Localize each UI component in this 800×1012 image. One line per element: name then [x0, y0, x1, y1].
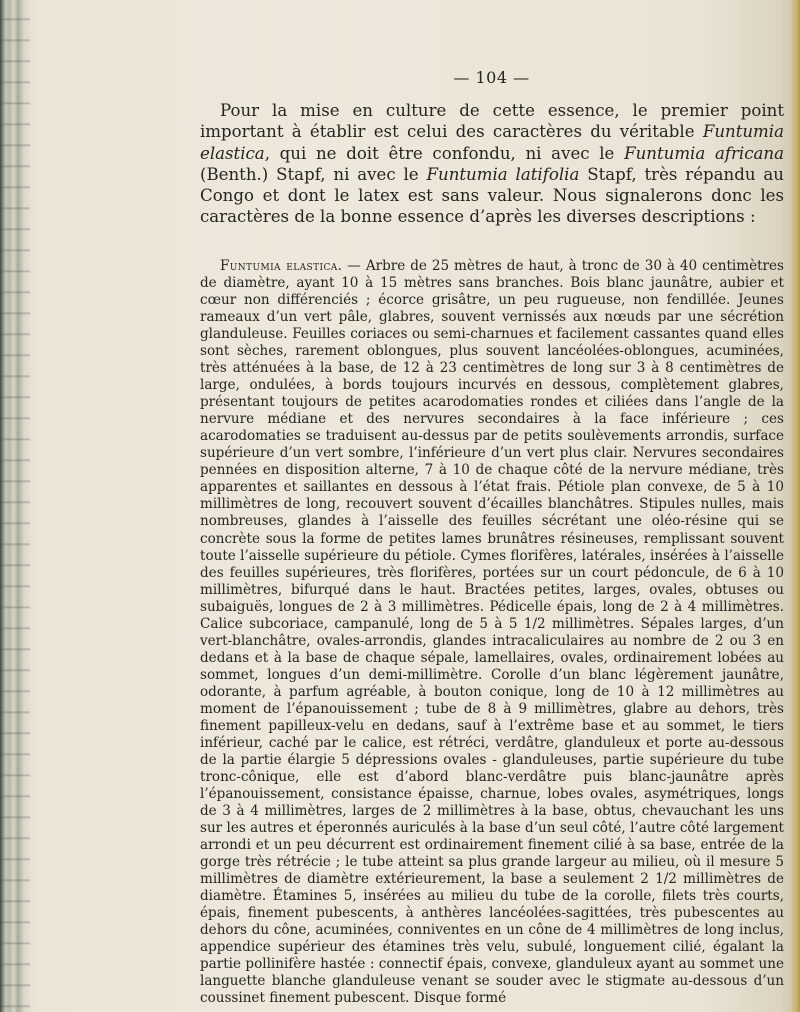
intro-paragraph — [200, 100, 784, 228]
description-body: — Arbre de 25 mètres de haut, à tronc de 30 à 40 centimètres de diamètre, ayant 10 à 15 mètres sans branches. Bois blanc jaunâtre, aubier et cœur non différenciés ; écorce grisâtre, un peu rugueuse, non fendillée. Jeunes rameaux d’un vert pâle, glabres, souvent vernissés aux nœuds par une sécrétion glanduleuse. Feuilles coriaces ou semi-charnues et facilement cassantes quand elles sont sèches, rarement oblongues, plus souvent lancéolées-oblongues, acuminées, très atténuées à la base, de 12 à 23 centimètres de long sur 3 à 8 centimètres de large, ondulées, à bords toujours incurvés en dessous, complètement glabres, présentant toujours de petites acarodomaties rondes et ciliées dans l’angle de la nervure médiane et des nervures secondaires à la face inférieure ; ces acarodomaties se traduisent au-dessus par de petits soulèvements arrondis, surface supérieure d’un vert sombre, l’inférieure d’un vert plus clair. Nervures secondaires pennées en disposition alterne, 7 à 10 de chaque côté de la nervure médiane, très apparentes et saillantes en dessous à l’état frais. Pétiole plan convexe, de 5 à 10 millimètres de long, recouvert souvent d’écailles blanchâtres. Stipules nulles, mais nombreuses, glandes à l’aisselle des feuilles sécrétant une oléo-résine qui se concrète sous la forme de petites lames brunâtres résineuses, remplissant souvent toute l’aisselle supérieure du pétiole. Cymes florifères, latérales, insérées à l’aisselle des feuilles supérieures, très florifères, portées sur un court pédoncule, de 6 à 10 millimètres, bifurqué dans le haut. Bractées petites, larges, ovales, obtuses ou subaiguës, longues de 2 à 3 millimètres. Pédicelle épais, long de 2 à 4 millimètres. Calice subcoriace, campanulé, long de 5 à 5 1/2 millimètres. Sépales larges, d’un vert-blanchâtre, ovales-arrondis, glandes intracaliculaires au nombre de 2 ou 3 en dedans et à la base de chaque sépale, lamellaires, ovales, ordinairement lobées au sommet, longues d’un demi-millimètre. Corolle d’un blanc légèrement jaunâtre, odorante, à parfum agréable, à bouton conique, long de 10 à 12 millimètres au moment de l’épanouissement ; tube de 8 à 9 millimètres, glabre au dehors, très finement papilleux-velu en dedans, sauf à l’extrême base et au sommet, le tiers inférieur, caché par le calice, est rétréci, verdâtre, glanduleux et porte au-dessous de la partie élargie 5 dépressions ovales - glanduleuses, partie supérieure du tube tronc-cônique, elle est d’abord blanc-verdâtre puis blanc-jaunâtre après l’épanouissement, consistance épaisse, charnue, lobes ovales, asymétriques, longs de 3 à 4 millimètres, larges de 2 millimètres à la base, obtus, chevauchant les uns sur les autres et éperonnés auriculés à la base d’un seul côté, l’autre côté largement arrondi et un peu décurrent est ordinairement finement cilié à sa base, entrée de la gorge très rétrécie ; le tube atteint sa plus grande largeur au milieu, où il mesure 5 millimètres de diamètre extérieurement, la base a seulement 2 1/2 millimètres de diamètre. Étamines 5, insérées au milieu du tube de la corolle, filets très courts, épais, finement pubescents, à anthères lancéolées-sagittées, très pubescentes au dehors du cône, acuminées, conniventes en un cône de 4 millimètres de long inclus, appendice supérieur des étamines très velu, subulé, longuement cilié, égalant la partie pollinifère hastée : connectif épais, convexe, glanduleux ayant au sommet une languette blanche glanduleuse venant se souder avec le stigmate au-dessous d’un coussinet finement pubescent. Disque formé — [200, 258, 784, 1007]
species-name-africana: Funtumia africana — [624, 143, 784, 163]
description-heading: Funtumia elastica. — [220, 258, 343, 274]
intro-text-4: Stapf, très répandu au Congo et dont le latex est sans valeur. Nous signalerons donc les caractères de la bonne essence d’après les diverses descriptions : — [200, 164, 784, 227]
species-name-latifolia: Funtumia latifolia — [426, 164, 580, 184]
intro-text-2: , qui ne doit être confondu, ni avec le — [264, 143, 625, 163]
page-right-edge — [790, 0, 800, 1012]
intro-text-1: Pour la mise en culture de cette essence, le premier point important à établir est celui des caractères du véritable — [200, 101, 784, 142]
page-number: — 104 — — [453, 68, 530, 87]
intro-text-3: (Benth.) Stapf, ni avec le — [200, 164, 427, 184]
species-description-paragraph — [200, 258, 784, 1007]
book-binding-edge — [0, 0, 30, 1012]
species-name-elastica: Funtumia elastica — [200, 122, 784, 163]
